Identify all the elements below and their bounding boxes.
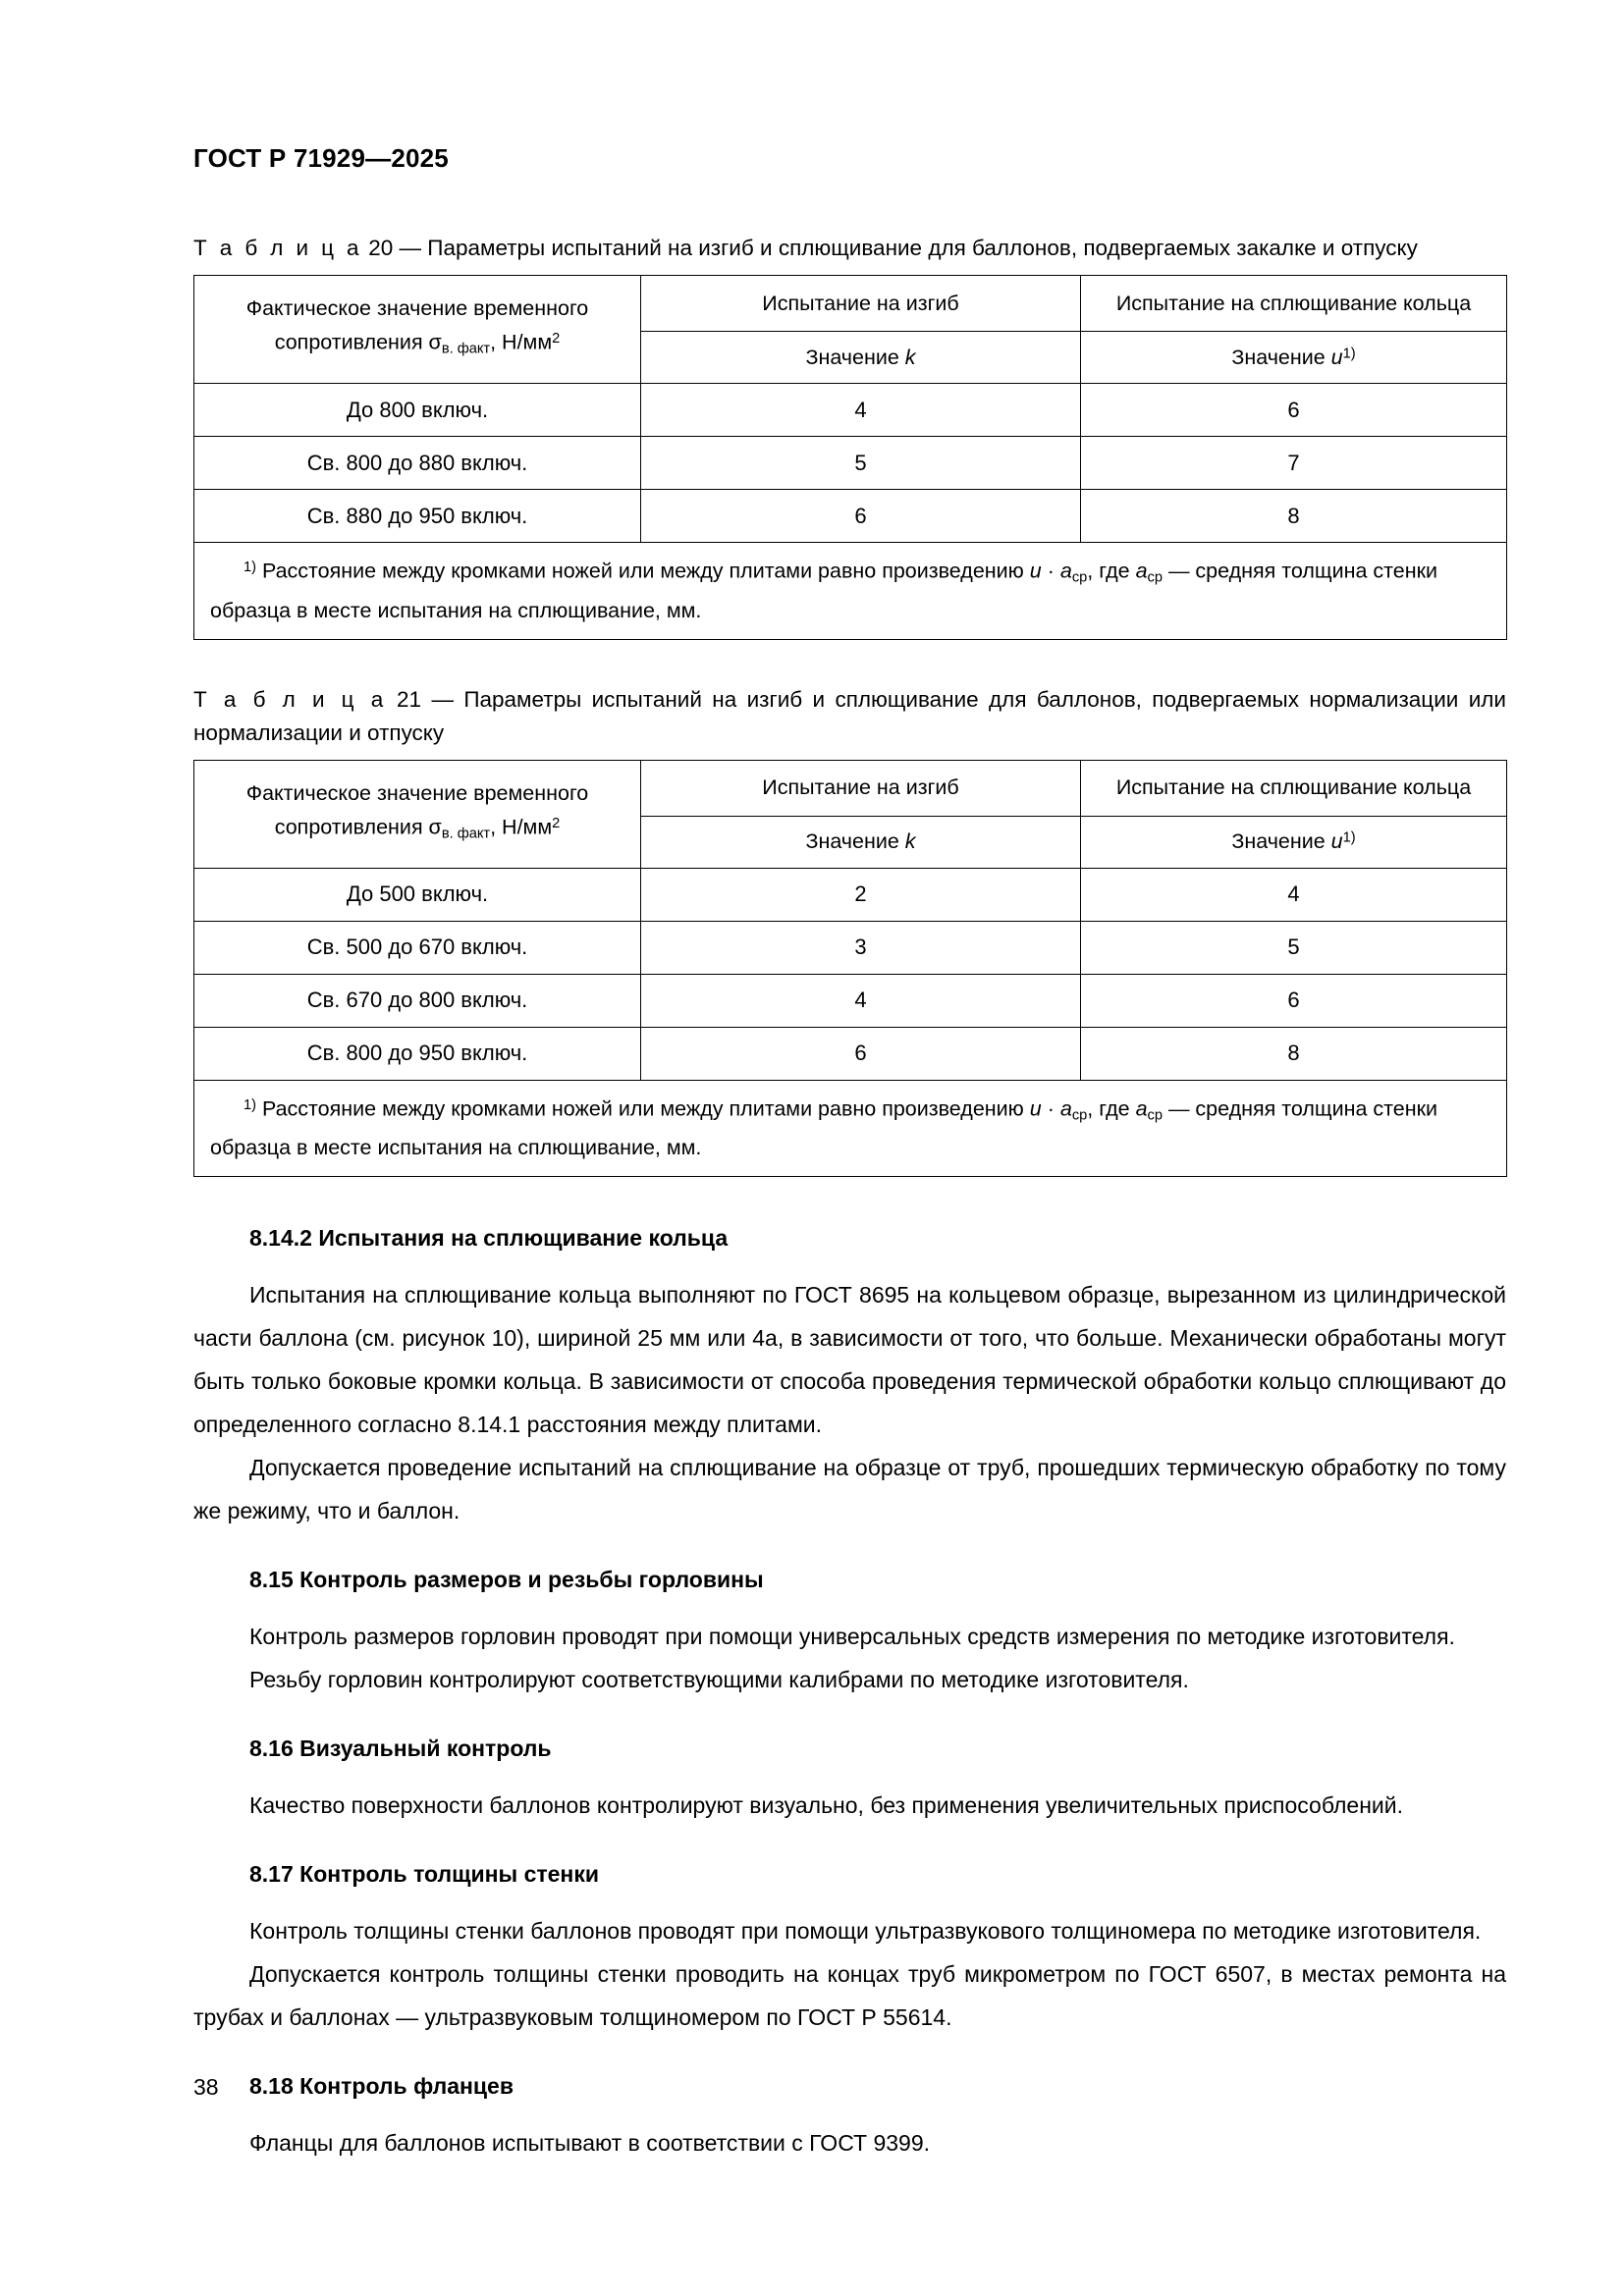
table-21-footnote-part3: , где (1087, 1096, 1136, 1121)
table-20-footnote-part3: , где (1087, 559, 1136, 583)
table-21-footnote-symbol-a2-sub: ср (1147, 1107, 1163, 1124)
section-8-15-paragraph-1: Контроль размеров горловин проводят при помощи универсальных средств измерения по методике изготовителя. (249, 1624, 1455, 1650)
table-20-caption-text: Параметры испытаний на изгиб и сплющивание для баллонов, подвергаемых закалке и отпуску (427, 236, 1418, 260)
table-row (194, 384, 1507, 437)
section-8-15-paragraph-2: Резьбу горловин контролируют соответствующими калибрами по методике изготовителя. (249, 1667, 1189, 1693)
table-21-col2-subheader-symbol: k (904, 829, 916, 854)
section-8-18-paragraph-1: Фланцы для баллонов испытывают в соответствии с ГОСТ 9399. (249, 2130, 931, 2157)
table-21-col1-header-line2-pre: сопротивления σ (274, 815, 442, 839)
section-8-16-paragraph-1: Качество поверхности баллонов контролируют визуально, без применения увеличительных приспособлений. (249, 1792, 1403, 1819)
spacer (193, 1766, 1506, 1784)
table-21-col1-header-superscript: 2 (552, 815, 561, 831)
table-20-row0-k: 4 (641, 384, 1081, 437)
spacer (193, 1532, 1506, 1562)
table-21-col2-subheader-text: Значение (805, 829, 905, 854)
table-21-row2-u: 6 (1081, 974, 1507, 1027)
table-21-col1-header-line1: Фактическое значение временного (245, 780, 589, 805)
table-20-col1-header-subscript: в. факт (441, 341, 491, 357)
table-21-footnote-symbol-a: a (1059, 1096, 1072, 1121)
table-20-row0-range: До 800 включ. (194, 384, 641, 437)
section-heading-8-14-2: 8.14.2 Испытания на сплющивание кольца (249, 1225, 729, 1252)
page-number: 38 (193, 2074, 219, 2100)
table-20-col2-subheader-text: Значение (805, 345, 905, 369)
table-21-header-row-1 (194, 760, 1507, 816)
section-8-14-2-paragraph-1: Испытания на сплющивание кольца выполняют по ГОСТ 8695 на кольцевом образце, вырезанном из цилиндрической части баллона (см. рисунок 10), шириной 25 мм или 4а, в зависимости от того, что больше. Механически обработаны могут быть только боковые кромки кольца. В зависимости от способа проведения термической обработки кольцо сплющивают до определенного согласно 8.14.1 расстояния между плитами. (193, 1282, 1506, 1438)
section-heading-8-16: 8.16 Визуальный контроль (249, 1735, 552, 1762)
table-row (194, 490, 1507, 543)
table-20-header-row-1 (194, 276, 1507, 332)
table-21-footnote-part2: · (1041, 1096, 1060, 1121)
section-8-14-2-paragraph-2: Допускается проведение испытаний на сплющивание на образце от труб, прошедших термическую обработку по тому же режиму, что и баллон. (193, 1455, 1506, 1524)
table-20-col1-header-line2-pre: сопротивления σ (274, 330, 442, 354)
table-20-caption-number: 20 (368, 236, 394, 260)
table-20-col2-subheader (641, 332, 1081, 384)
table-row (194, 868, 1507, 921)
table-21-col3-subheader-footnote-marker: 1) (1342, 829, 1356, 846)
spacer (193, 1597, 1506, 1615)
table-21-row3-range: Св. 800 до 950 включ. (194, 1027, 641, 1080)
page-content (193, 232, 1506, 2164)
table-21-footnote-symbol-a2: a (1135, 1096, 1148, 1121)
spacer (193, 1701, 1506, 1731)
table-21 (193, 760, 1507, 1178)
table-21-row1-u: 5 (1081, 921, 1507, 974)
table-21-caption-text: Параметры испытаний на изгиб и сплющивание для баллонов, подвергаемых нормализации или нормализации и отпуску (193, 686, 1506, 745)
table-20-footnote-marker: 1) (244, 560, 256, 575)
table-20-row2-k: 6 (641, 490, 1081, 543)
table-20-footnote-part1: Расстояние между кромками ножей или между плитами равно произведению (256, 559, 1030, 583)
table-20-footnote-part2: · (1041, 559, 1060, 583)
table-21-footnote-symbol-a-sub: ср (1071, 1107, 1088, 1124)
table-20-footnote-symbol-a-sub: ср (1071, 569, 1088, 586)
spacer (193, 640, 1506, 683)
spacer (193, 1177, 1506, 1220)
table-21-caption-dash: — (431, 686, 454, 712)
table-21-row1-k: 3 (641, 921, 1081, 974)
table-21-col3-subheader (1081, 816, 1507, 868)
section-heading-8-17: 8.17 Контроль толщины стенки (249, 1861, 599, 1888)
spacer (193, 1827, 1506, 1856)
table-20-col3-header: Испытание на сплющивание кольца (1081, 276, 1507, 332)
table-21-footnote-symbol-u: u (1029, 1096, 1042, 1121)
table-21-col3-header: Испытание на сплющивание кольца (1081, 760, 1507, 816)
table-20-col1-header (194, 276, 641, 384)
spacer (193, 1255, 1506, 1273)
table-20-col2-subheader-symbol: k (904, 345, 916, 369)
table-20-footnote-symbol-a2-sub: ср (1147, 569, 1163, 586)
table-21-caption-number: 21 (397, 686, 422, 712)
table-row (194, 974, 1507, 1027)
table-20-footnote-row (194, 543, 1507, 640)
table-20-col1-header-line2-post: , Н/мм (490, 330, 553, 354)
table-row (194, 437, 1507, 490)
section-8-17-paragraph-2: Допускается контроль толщины стенки проводить на концах труб микрометром по ГОСТ 6507, в местах ремонта на трубах и баллонах — ультразвуковым толщиномером по ГОСТ Р 55614. (193, 1961, 1506, 2031)
table-21-footnote-row (194, 1080, 1507, 1177)
section-heading-8-15: 8.15 Контроль размеров и резьбы горловины (249, 1567, 764, 1593)
table-21-footnote-part4: — средняя толщина стенки образца в месте испытания на сплющивание, мм. (210, 1096, 1438, 1160)
table-21-row0-u: 4 (1081, 868, 1507, 921)
table-20-col3-subheader-symbol: u (1330, 345, 1343, 369)
table-21-row3-k: 6 (641, 1027, 1081, 1080)
table-20-col3-subheader-footnote-marker: 1) (1342, 345, 1356, 361)
table-21-col2-header: Испытание на изгиб (641, 760, 1081, 816)
table-21-row0-range: До 500 включ. (194, 868, 641, 921)
spacer (193, 2039, 1506, 2068)
table-21-row2-k: 4 (641, 974, 1081, 1027)
table-20-row0-u: 6 (1081, 384, 1507, 437)
table-21-footnote (194, 1080, 1507, 1177)
page-header: ГОСТ Р 71929—2025 (193, 143, 449, 173)
table-20-footnote-symbol-u: u (1029, 559, 1042, 583)
table-20-col3-subheader (1081, 332, 1507, 384)
table-20-footnote-symbol-a2: a (1135, 559, 1148, 583)
section-heading-8-18: 8.18 Контроль фланцев (249, 2073, 514, 2100)
section-8-17-paragraph-1: Контроль толщины стенки баллонов проводят при помощи ультразвукового толщиномера по методике изготовителя. (249, 1918, 1482, 1945)
table-20-footnote-symbol-a: a (1059, 559, 1072, 583)
table-20-caption-dash: — (399, 236, 422, 260)
table-21-row0-k: 2 (641, 868, 1081, 921)
table-21-row3-u: 8 (1081, 1027, 1507, 1080)
spacer (193, 2104, 1506, 2121)
table-21-col1-header-subscript: в. факт (441, 826, 491, 842)
table-20 (193, 275, 1507, 640)
table-21-col3-subheader-text: Значение (1231, 829, 1331, 854)
table-21-col3-subheader-symbol: u (1330, 829, 1343, 854)
table-20-caption-label: Т а б л и ц а (193, 236, 362, 260)
table-20-row1-u: 7 (1081, 437, 1507, 490)
table-21-footnote-marker: 1) (244, 1096, 256, 1113)
table-20-caption (193, 232, 1506, 265)
table-20-row1-range: Св. 800 до 880 включ. (194, 437, 641, 490)
table-20-col1-header-line1: Фактическое значение временного (245, 296, 589, 321)
table-21-caption-label: Т а б л и ц а (193, 686, 387, 712)
table-20-row2-u: 8 (1081, 490, 1507, 543)
spacer (193, 1892, 1506, 1909)
table-21-col1-header (194, 760, 641, 868)
table-20-row1-k: 5 (641, 437, 1081, 490)
table-20-row2-range: Св. 880 до 950 включ. (194, 490, 641, 543)
table-20-col2-header: Испытание на изгиб (641, 276, 1081, 332)
table-20-col1-header-superscript: 2 (552, 331, 561, 347)
table-21-col2-subheader (641, 816, 1081, 868)
table-20-footnote (194, 543, 1507, 640)
table-row (194, 921, 1507, 974)
table-21-row1-range: Св. 500 до 670 включ. (194, 921, 641, 974)
table-21-row2-range: Св. 670 до 800 включ. (194, 974, 641, 1027)
table-20-col3-subheader-text: Значение (1231, 345, 1331, 369)
table-21-caption (193, 683, 1506, 750)
table-21-footnote-part1: Расстояние между кромками ножей или между плитами равно произведению (256, 1096, 1030, 1121)
table-row (194, 1027, 1507, 1080)
table-21-col1-header-line2-post: , Н/мм (490, 815, 553, 839)
table-20-footnote-part4: — средняя толщина стенки образца в месте испытания на сплющивание, мм. (210, 559, 1438, 622)
